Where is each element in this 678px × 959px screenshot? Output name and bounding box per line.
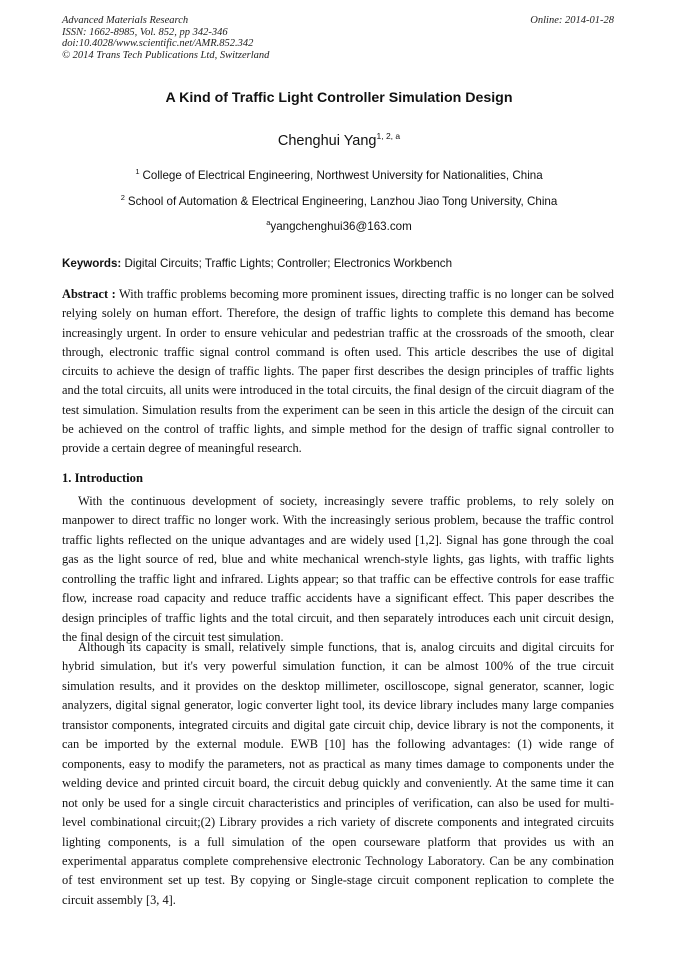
section-heading: 1. Introduction xyxy=(62,471,143,485)
affiliation-2 xyxy=(0,193,678,208)
affiliation-1 xyxy=(0,167,678,182)
email-address: yangchenghui36@163.com xyxy=(270,220,412,233)
author-email xyxy=(0,218,678,233)
affiliation-1-marker: 1 xyxy=(135,167,140,176)
abstract-label: Abstract : xyxy=(62,287,116,301)
keywords-label: Keywords: xyxy=(62,257,122,270)
affiliation-2-marker: 2 xyxy=(120,193,125,202)
keywords-text: Digital Circuits; Traffic Lights; Controller; Electronics Workbench xyxy=(124,257,453,270)
keywords xyxy=(62,257,452,270)
author-line xyxy=(0,131,678,149)
abstract-text: With traffic problems becoming more prominent issues, directing traffic is no longer can be solved relying solely on human effort. Therefore, the design of traffic lights to complete this demand has become increasingly urgent. In order to ensure vehicular and pedestrian traffic at the crossroads of the smooth, clear through, electronic traffic signal control command is often used. This article describes the use of digital circuits to achieve the design of traffic lights. The paper first describes the design principles of traffic lights and the total circuits, all units were introduced in the total circuits, the final design of the circuit diagram of the test simulation. Simulation results from the experiment can be seen in this article the design of the circuit can be achieved on the control of traffic lights, and simple method for the design of traffic signal controller to provide a certain degree of meaningful research. xyxy=(62,287,614,456)
online-date: Online: 2014-01-28 xyxy=(530,15,614,26)
journal-copyright: © 2014 Trans Tech Publications Ltd, Switzerland xyxy=(62,49,270,61)
paper-title: A Kind of Traffic Light Controller Simulation Design xyxy=(165,90,513,106)
body-paragraph: With the continuous development of society, increasingly severe traffic problems, to rely solely on manpower to direct traffic no longer work. With the increasingly serious problem, because the traffic control traffic lights reflected on the unique advantages and are widely used [1,2]. Signal has gone through the coal gas as the light source of red, blue and white mechanical wrench-style lights, gas lights, with traffic lights controlling the traffic light and infrared. Lights appear; so that traffic can be effective controls for ease traffic flow, increase road capacity and reduce traffic accidents have a significant effect. This paper describes the design principles of traffic lights and the total circuit, and then separately introduces each unit circuit design, the final design of the circuit test simulation. xyxy=(62,494,614,645)
affiliation-2-text: School of Automation & Electrical Engineering, Lanzhou Jiao Tong University, China xyxy=(127,195,558,208)
journal-issn: ISSN: 1662-8985, Vol. 852, pp 342-346 xyxy=(62,26,228,38)
author-superscript: 1, 2, a xyxy=(376,131,401,141)
journal-header xyxy=(62,15,269,61)
email-marker: a xyxy=(266,218,271,227)
body-paragraph: Although its capacity is small, relatively simple functions, that is, analog circuits and digital circuits for hybrid simulation, but it's very powerful simulation function, it can be almost 100% of the true circuit simulation results, and it provides on the desktop millimeter, oscilloscope, signal generator, scanner, logic analyzers, digital signal generator, logic converter light tool, its device library includes many large companies transistor components, integrated circuits and digital gate circuit chip, device library is not the components, it can be imported by the external module. EWB [10] has the following advantages: (1) wide range of components, easy to modify the parameters, not as practical as many times damage to components under the welding device and printed circuit board, the circuit debug quickly and conveniently. At the same time it can not only be used for a single circuit characteristics and principles of verification, can also be used for multi-level combinational circuit;(2) Library provides a rich variety of discrete components and integrated circuits lighting components, is a full simulation of the open courseware platform that provides us with an experimental apparatus complete comprehensive electronic Technology Laboratory. Can be any combination of test environment set up test. By copying or Single-stage circuit component replication to complete the circuit assembly [3, 4]. xyxy=(62,640,614,907)
abstract xyxy=(62,285,614,459)
journal-name: Advanced Materials Research xyxy=(62,15,189,26)
author-name: Chenghui Yang xyxy=(277,133,377,149)
journal-doi: doi:10.4028/www.scientific.net/AMR.852.342 xyxy=(62,38,254,49)
affiliation-1-text: College of Electrical Engineering, Northwest University for Nationalities, China xyxy=(142,169,543,182)
